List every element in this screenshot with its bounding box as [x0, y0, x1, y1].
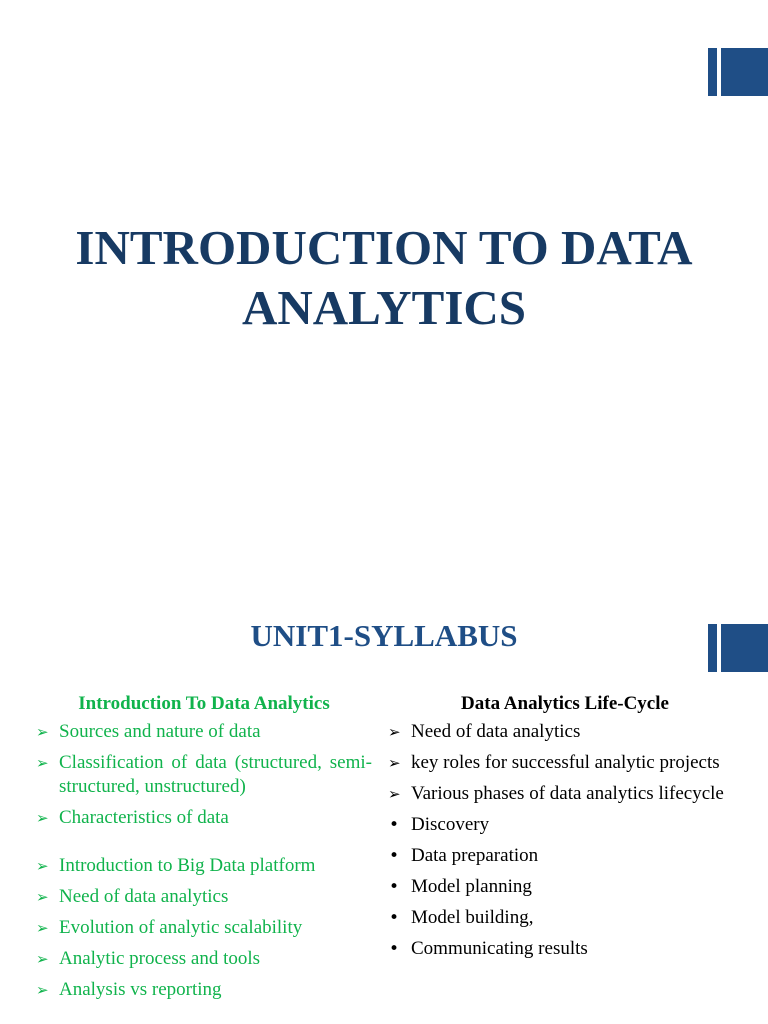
accent-bar-thick: [721, 624, 768, 672]
dot-bullet-icon: •: [389, 846, 400, 866]
arrow-bullet-icon: ➢: [36, 950, 49, 968]
arrow-bullet-icon: ➢: [36, 809, 49, 827]
presentation-title: [30, 218, 738, 338]
list-item: ➢ Various phases of data analytics lifecycle: [388, 783, 724, 804]
left-column: [36, 688, 372, 1009]
list-item: ➢ Characteristics of data: [36, 807, 229, 828]
list-item: ➢ Analysis vs reporting: [36, 979, 222, 1000]
list-item: • Model building,: [389, 907, 534, 928]
arrow-bullet-icon: ➢: [36, 754, 49, 772]
list-item: ➢ Evolution of analytic scalability: [36, 917, 303, 938]
syllabus-title: UNIT1-SYLLABUS: [250, 618, 518, 653]
arrow-bullet-icon: ➢: [36, 888, 49, 906]
arrow-bullet-icon: ➢: [36, 919, 49, 937]
list-item: ➢ Analytic process and tools: [36, 948, 261, 969]
arrow-bullet-icon: ➢: [36, 981, 49, 999]
dot-bullet-icon: •: [389, 908, 400, 928]
arrow-bullet-icon: ➢: [36, 723, 49, 741]
list-item: ➢ Introduction to Big Data platform: [36, 855, 316, 876]
list-item: • Communicating results: [389, 938, 588, 959]
arrow-bullet-icon: ➢: [388, 754, 401, 772]
dot-bullet-icon: •: [389, 815, 400, 835]
list-item: • Data preparation: [389, 845, 539, 866]
right-column-heading: Data Analytics Life-Cycle: [461, 693, 669, 714]
accent-bar-thin: [708, 624, 717, 672]
right-topic-list: [388, 720, 742, 961]
list-item: ➢ Sources and nature of data: [36, 721, 261, 742]
dot-bullet-icon: •: [389, 877, 400, 897]
arrow-bullet-icon: ➢: [388, 723, 401, 741]
left-topic-list: [36, 720, 372, 1002]
corner-accent-bars: [708, 48, 768, 96]
title-line-2: ANALYTICS: [241, 280, 527, 335]
dot-bullet-icon: •: [389, 939, 400, 959]
syllabus-slide: [0, 576, 768, 1024]
right-column: [388, 688, 742, 968]
accent-bar-thick: [721, 48, 768, 96]
accent-bar-thin: [708, 48, 717, 96]
arrow-bullet-icon: ➢: [36, 857, 49, 875]
list-item: ➢ Need of data analytics: [36, 886, 229, 907]
arrow-bullet-icon: ➢: [388, 785, 401, 803]
corner-accent-bars: [708, 624, 768, 672]
left-column-heading: Introduction To Data Analytics: [78, 693, 330, 714]
list-item: • Discovery: [389, 814, 490, 835]
list-item: ➢ Classification of data (structured, semi-structured, unstructured): [36, 752, 372, 797]
list-item: ➢ key roles for successful analytic projects: [388, 752, 720, 773]
title-line-1: INTRODUCTION TO DATA: [75, 220, 693, 275]
list-item: • Model planning: [389, 876, 532, 897]
list-item: ➢ Need of data analytics: [388, 721, 581, 742]
